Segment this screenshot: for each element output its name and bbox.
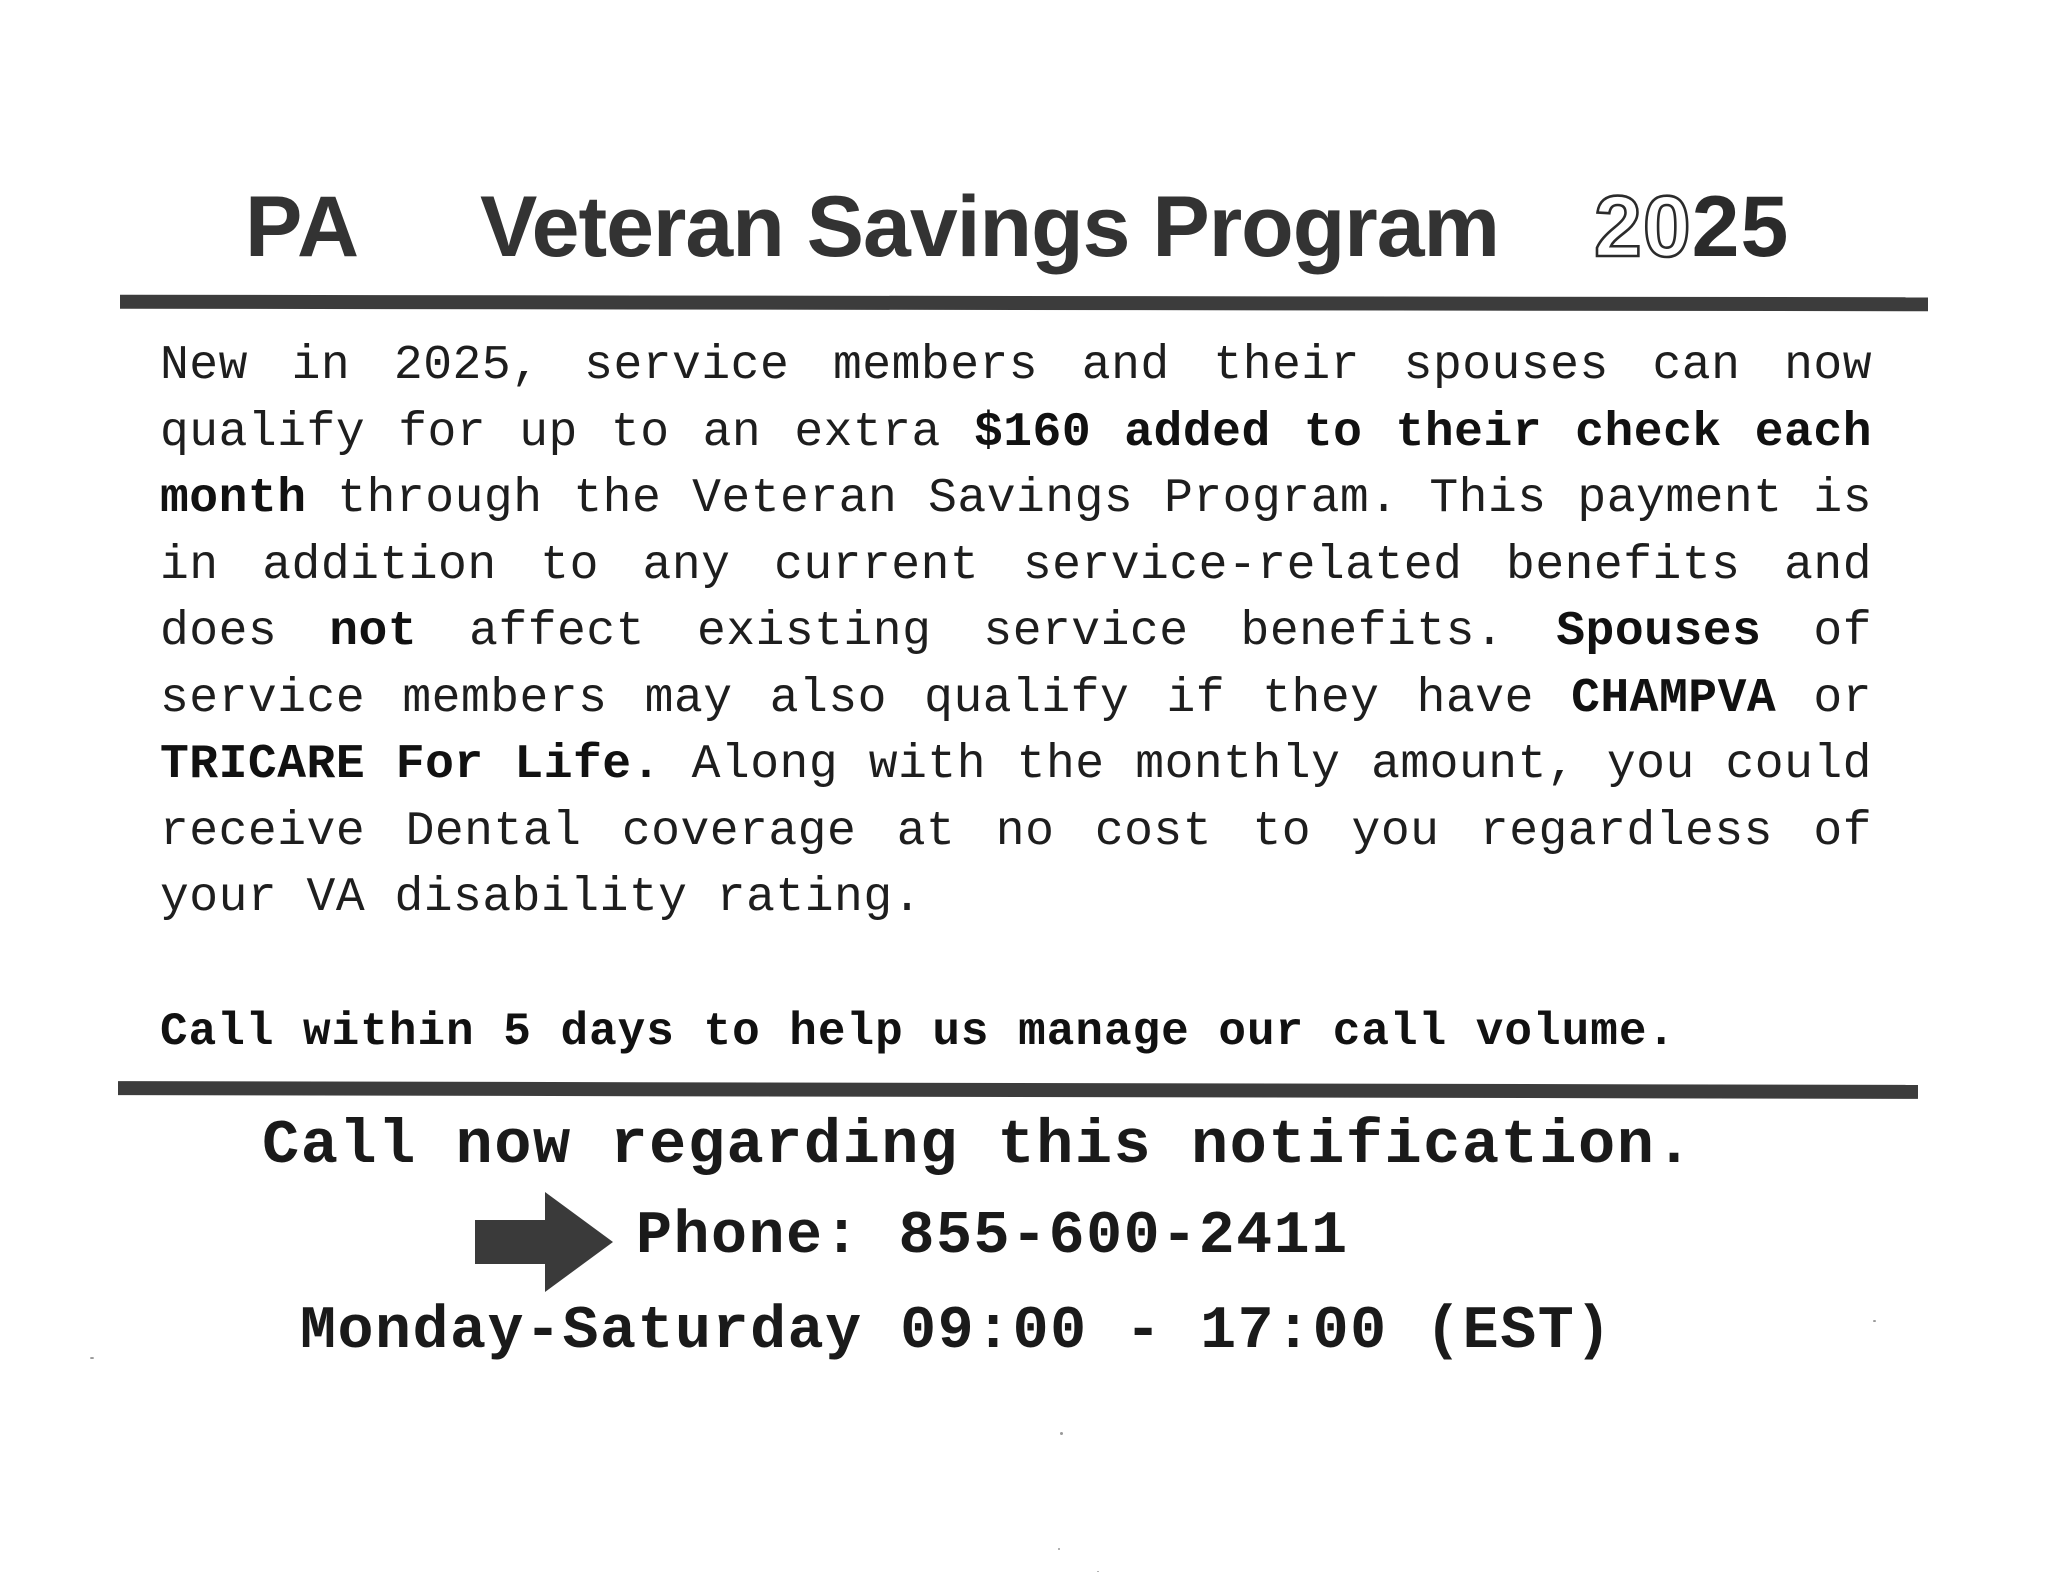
body-text-3: affect existing service benefits. bbox=[417, 605, 1557, 659]
scan-speck bbox=[1873, 1320, 1876, 1322]
right-arrow-icon bbox=[475, 1192, 613, 1292]
top-divider bbox=[120, 295, 1928, 312]
scan-speck bbox=[1058, 1548, 1060, 1550]
scan-speck bbox=[1060, 1432, 1063, 1435]
call-within-notice: Call within 5 days to help us manage our call volume. bbox=[160, 1006, 1677, 1058]
body-bold-tricare: TRICARE For Life. bbox=[160, 738, 661, 792]
page-header bbox=[120, 178, 1920, 288]
header-state: PA bbox=[245, 179, 361, 275]
body-text-2: through the Veteran Savings Program. This payment is in addition to any current service-related benefits and does bbox=[160, 472, 1872, 659]
body-text-1: New in 2025, service members and their spouses can now qualify for up to an extra bbox=[160, 339, 1872, 460]
phone-number: Phone: 855-600-2411 bbox=[636, 1203, 1349, 1271]
header-year bbox=[1594, 178, 1789, 277]
body-bold-amount: $160 added to their check each month bbox=[160, 405, 1872, 526]
header-year-outline: 20 bbox=[1594, 179, 1692, 275]
body-text-4: of service members may also qualify if they have bbox=[160, 605, 1872, 726]
business-hours: Monday-Saturday 09:00 - 17:00 (EST) bbox=[300, 1298, 1613, 1366]
bottom-divider bbox=[118, 1081, 1918, 1099]
header-year-solid: 25 bbox=[1691, 179, 1790, 275]
body-paragraph bbox=[160, 333, 1872, 932]
call-now-heading: Call now regarding this notification. bbox=[262, 1110, 1695, 1181]
body-text-5: or bbox=[1776, 671, 1872, 726]
header-title: Veteran Savings Program bbox=[480, 179, 1499, 275]
scan-speck bbox=[90, 1357, 94, 1359]
body-bold-not: not bbox=[329, 605, 418, 659]
body-bold-spouses: Spouses bbox=[1556, 605, 1762, 659]
body-bold-champva: CHAMPVA bbox=[1571, 671, 1777, 726]
body-text-6: Along with the monthly amount, you could receive Dental coverage at no cost to you regardless of your VA disability rating. bbox=[160, 738, 1872, 925]
